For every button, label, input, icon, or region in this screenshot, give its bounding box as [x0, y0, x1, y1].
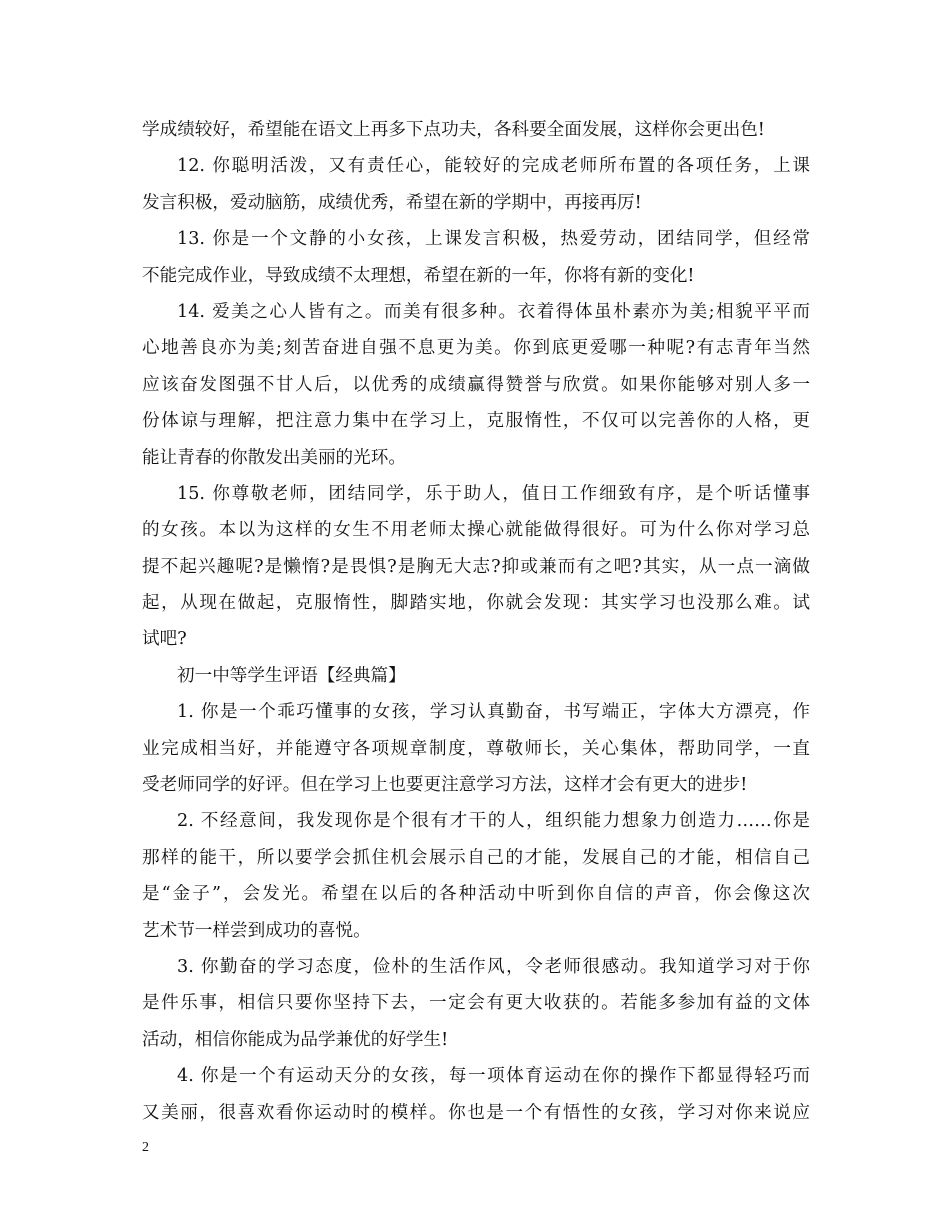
text-line: 那样的能干，所以要学会抓住机会展示自己的才能，发展自己的才能，相信自己: [142, 847, 810, 868]
text-line: 受老师同学的好评。但在学习上也要更注意学习方法，这样才会有更大的进步!: [142, 775, 748, 796]
text-line: 不能完成作业，导致成绩不太理想，希望在新的一年，你将有新的变化!: [142, 265, 695, 286]
text-line: 起，从现在做起，克服惰性，脚踏实地，你就会发现：其实学习也没那么难。试: [142, 593, 810, 614]
text-line: 能让青春的你散发出美丽的光环。: [142, 447, 406, 468]
text-line: 14. 爱美之心人皆有之。而美有很多种。衣着得体虽朴素亦为美;相貌平平而: [177, 301, 810, 322]
text-line: 4. 你是一个有运动天分的女孩，每一项体育运动在你的操作下都显得轻巧而: [177, 1066, 810, 1087]
text-line: 12. 你聪明活泼，又有责任心，能较好的完成老师所布置的各项任务，上课: [177, 156, 810, 177]
text-line: 2. 不经意间，我发现你是个很有才干的人，组织能力想象力创造力……你是: [177, 811, 810, 832]
text-line: 1. 你是一个乖巧懂事的女孩，学习认真勤奋，书写端正，字体大方漂亮，作: [177, 702, 810, 723]
text-line: 应该奋发图强不甘人后，以优秀的成绩赢得赞誉与欣赏。如果你能够对别人多一: [142, 374, 810, 395]
text-line: 13. 你是一个文静的小女孩，上课发言积极，热爱劳动，团结同学，但经常: [177, 229, 810, 250]
text-line: 的女孩。本以为这样的女生不用老师太操心就能做得很好。可为什么你对学习总: [142, 520, 810, 541]
text-line: 份体谅与理解，把注意力集中在学习上，克服惰性，不仅可以完善你的人格，更: [142, 411, 810, 432]
text-line: 又美丽，很喜欢看你运动时的模样。你也是一个有悟性的女孩，学习对你来说应: [142, 1102, 810, 1123]
text-line: 艺术节一样尝到成功的喜悦。: [142, 920, 371, 941]
text-line: 学成绩较好，希望能在语文上再多下点功夫，各科要全面发展，这样你会更出色!: [142, 120, 765, 140]
text-line: 15. 你尊敬老师，团结同学，乐于助人，值日工作细致有序，是个听话懂事: [177, 483, 810, 504]
page-number: 2: [142, 1140, 149, 1155]
section-heading: 初一中等学生评语【经典篇】: [177, 665, 406, 686]
document-body: [142, 112, 810, 1131]
text-line: 发言积极，爱动脑筋，成绩优秀，希望在新的学期中，再接再厉!: [142, 192, 642, 213]
text-line: 试吧?: [142, 629, 187, 650]
text-line: 活动，相信你能成为品学兼优的好学生!: [142, 1029, 449, 1050]
text-line: 是“金子”，会发光。希望在以后的各种活动中听到你自信的声音，你会像这次: [142, 884, 810, 905]
text-line: 心地善良亦为美;刻苦奋进自强不息更为美。你到底更爱哪一种呢?有志青年当然: [142, 338, 810, 359]
text-line: 是件乐事，相信只要你坚持下去，一定会有更大收获的。若能多参加有益的文体: [142, 993, 810, 1014]
text-line: 业完成相当好，并能遵守各项规章制度，尊敬师长，关心集体，帮助同学，一直: [142, 738, 810, 759]
text-line: 3. 你勤奋的学习态度，俭朴的生活作风，令老师很感动。我知道学习对于你: [177, 956, 810, 977]
text-line: 提不起兴趣呢?是懒惰?是畏惧?是胸无大志?抑或兼而有之吧?其实，从一点一滴做: [142, 556, 810, 577]
